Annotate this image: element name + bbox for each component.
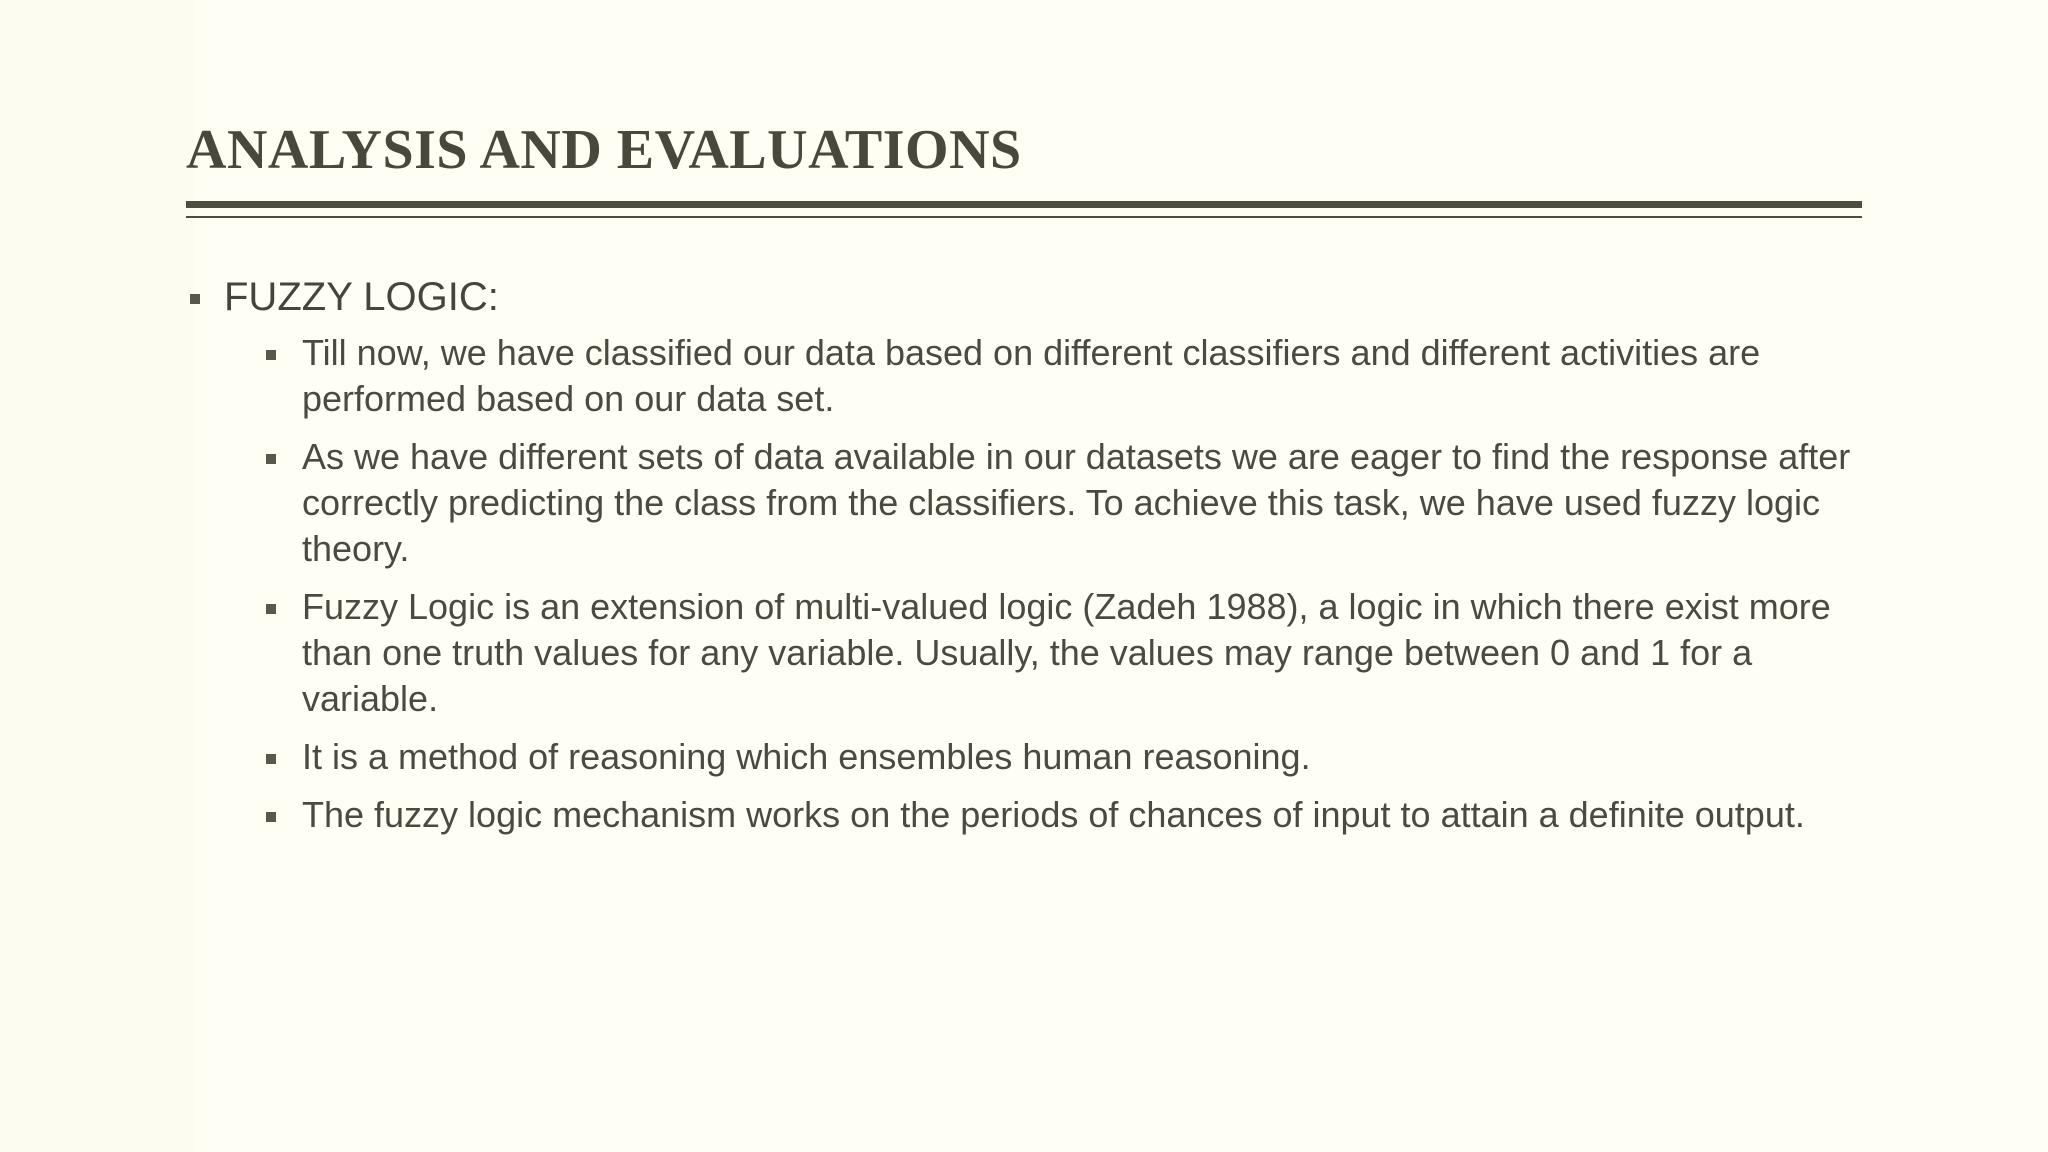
square-bullet-icon: [266, 754, 276, 764]
sub-bullet-text: Till now, we have classified our data based on different classifiers and different activities are performed based on our data set.: [302, 332, 1761, 419]
sub-bullet-text: As we have different sets of data available in our datasets we are eager to find the response after correctly predicting the class from the classifiers. To achieve this task, we have used fuzzy logic theory.: [302, 436, 1851, 569]
sub-bullet-item: [262, 434, 1876, 572]
square-bullet-icon: [190, 294, 200, 304]
sub-bullet-text: Fuzzy Logic is an extension of multi-valued logic (Zadeh 1988), a logic in which there exist more than one truth values for any variable. Usually, the values may range between 0 and 1 for a variable.: [302, 586, 1831, 719]
sub-bullet-item: [262, 734, 1876, 780]
title-rule-thick: [186, 201, 1862, 208]
slide-title: ANALYSIS AND EVALUATIONS: [186, 119, 1022, 181]
sub-bullet-list: [186, 330, 1876, 838]
sub-bullet-text: It is a method of reasoning which ensembles human reasoning.: [302, 736, 1311, 777]
sub-bullet-item: [262, 584, 1876, 722]
square-bullet-icon: [266, 604, 276, 614]
square-bullet-icon: [266, 350, 276, 360]
side-shade: [0, 0, 195, 1152]
bullet-item-fuzzy-logic: [186, 272, 1876, 322]
sub-bullet-text: The fuzzy logic mechanism works on the periods of chances of input to attain a definite output.: [302, 794, 1805, 835]
slide-content: [186, 272, 1876, 850]
square-bullet-icon: [266, 812, 276, 822]
square-bullet-icon: [266, 454, 276, 464]
title-rule-thin: [186, 216, 1862, 218]
section-heading: FUZZY LOGIC:: [224, 275, 499, 319]
sub-bullet-item: [262, 792, 1876, 838]
sub-bullet-item: [262, 330, 1876, 422]
